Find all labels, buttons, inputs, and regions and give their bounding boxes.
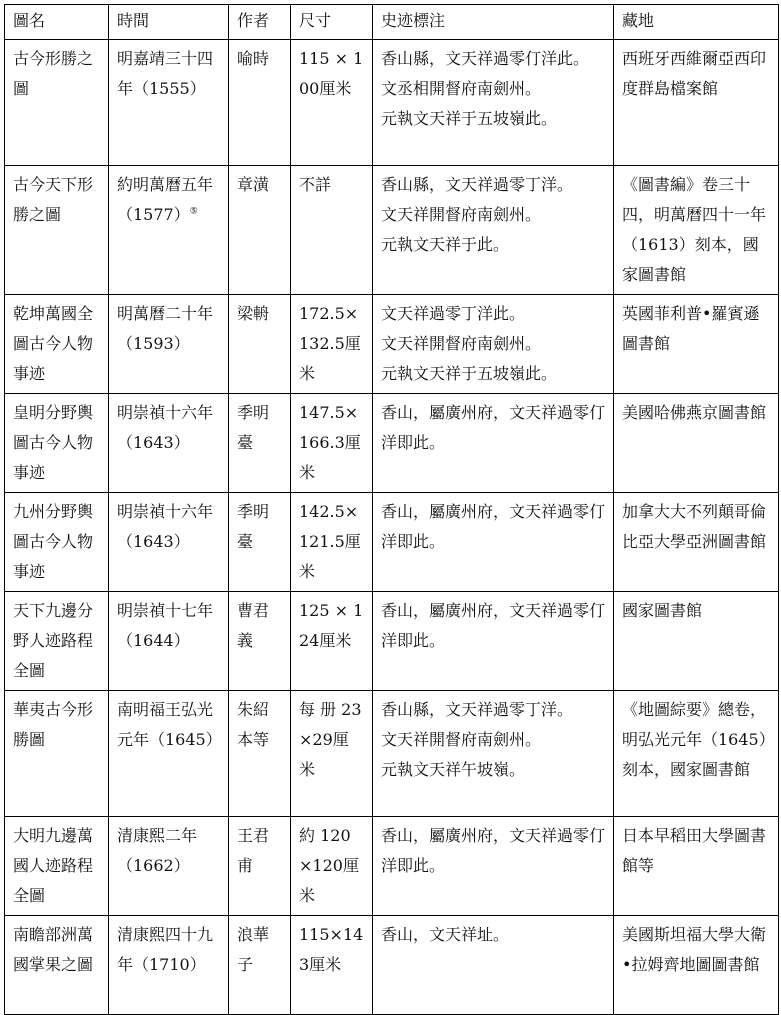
note-line: 香山，文天祥址。 — [381, 925, 510, 944]
note-line: 文天祥開督府南劍州。 — [381, 205, 542, 224]
table-row — [5, 40, 779, 166]
header-row — [5, 5, 779, 40]
time-cell — [109, 592, 229, 691]
time-cell — [109, 394, 229, 493]
map-name-cell: 華夷古今形勝圖 — [5, 691, 109, 817]
historical-notes-cell — [373, 40, 614, 166]
note-line: 元執文天祥于此。 — [381, 235, 510, 254]
header-time: 時間 — [109, 5, 229, 40]
size-cell: 142.5×121.5厘米 — [291, 493, 373, 592]
map-name-cell: 九州分野輿圖古今人物事迹 — [5, 493, 109, 592]
table-row — [5, 493, 779, 592]
size-cell: 172.5×132.5厘米 — [291, 295, 373, 394]
collection-cell: 美國哈佛燕京圖書館 — [614, 394, 779, 493]
size-cell: 147.5×166.3厘米 — [291, 394, 373, 493]
collection-cell: 《地圖綜要》總卷，明弘光元年（1645）刻本，國家圖書館 — [614, 691, 779, 817]
note-line: 香山縣，文天祥過零丁洋。 — [381, 175, 574, 194]
collection-cell: 美國斯坦福大學大衛•拉姆齊地圖圖書館 — [614, 916, 779, 1015]
historical-notes-cell — [373, 166, 614, 295]
author-cell: 王君甫 — [229, 817, 291, 916]
note-line: 香山，屬廣州府，文天祥過零仃洋即此。 — [381, 826, 606, 875]
collection-cell: 國家圖書館 — [614, 592, 779, 691]
time-cell — [109, 493, 229, 592]
size-cell: 每 册 23×29厘米 — [291, 691, 373, 817]
note-line: 香山，屬廣州府，文天祥過零仃洋即此。 — [381, 601, 606, 650]
time-text: 清康熙四十九年（1710） — [117, 925, 214, 974]
time-cell — [109, 295, 229, 394]
header-collection: 藏地 — [614, 5, 779, 40]
historical-notes-cell — [373, 295, 614, 394]
map-name-cell: 天下九邊分野人迹路程全圖 — [5, 592, 109, 691]
size-cell: 115 × 100厘米 — [291, 40, 373, 166]
historical-notes-cell — [373, 691, 614, 817]
collection-cell: 英國菲利普•羅賓遜圖書館 — [614, 295, 779, 394]
footnote-marker: ⑤ — [189, 206, 198, 217]
historical-maps-table — [4, 4, 779, 1015]
note-line: 香山縣，文天祥過零仃洋此。 — [381, 49, 590, 68]
note-line: 香山，屬廣州府，文天祥過零仃洋即此。 — [381, 502, 606, 551]
time-text: 明崇禎十七年（1644） — [117, 601, 214, 650]
collection-cell: 《圖書編》卷三十四，明萬曆四十一年（1613）刻本，國家圖書館 — [614, 166, 779, 295]
collection-cell: 日本早稻田大學圖書館等 — [614, 817, 779, 916]
map-name-cell: 古今天下形勝之圖 — [5, 166, 109, 295]
author-cell: 喻時 — [229, 40, 291, 166]
note-line: 元執文天祥午坡嶺。 — [381, 760, 526, 779]
note-line: 元執文天祥于五坡嶺此。 — [381, 364, 558, 383]
note-line: 香山，屬廣州府，文天祥過零仃洋即此。 — [381, 403, 606, 452]
time-cell — [109, 40, 229, 166]
time-cell — [109, 691, 229, 817]
table-row — [5, 592, 779, 691]
author-cell: 朱紹本等 — [229, 691, 291, 817]
author-cell: 梁輈 — [229, 295, 291, 394]
historical-notes-cell — [373, 817, 614, 916]
note-line: 文天祥開督府南劍州。 — [381, 334, 542, 353]
header-historical-notes: 史迹標注 — [373, 5, 614, 40]
note-line: 文天祥過零丁洋此。 — [381, 304, 526, 323]
table-row — [5, 691, 779, 817]
table-row — [5, 166, 779, 295]
author-cell: 季明臺 — [229, 493, 291, 592]
map-name-cell: 南瞻部洲萬國掌果之圖 — [5, 916, 109, 1015]
map-name-cell: 皇明分野輿圖古今人物事迹 — [5, 394, 109, 493]
size-cell: 115×143厘米 — [291, 916, 373, 1015]
note-line: 香山縣，文天祥過零丁洋。 — [381, 700, 574, 719]
size-cell: 125 × 124厘米 — [291, 592, 373, 691]
time-text: 明崇禎十六年（1643） — [117, 502, 214, 551]
header-author: 作者 — [229, 5, 291, 40]
time-text: 明崇禎十六年（1643） — [117, 403, 214, 452]
time-text: 清康熙二年（1662） — [117, 826, 198, 875]
size-cell: 不詳 — [291, 166, 373, 295]
table-row — [5, 295, 779, 394]
historical-notes-cell — [373, 592, 614, 691]
map-name-cell: 乾坤萬國全圖古今人物事迹 — [5, 295, 109, 394]
map-name-cell: 古今形勝之圖 — [5, 40, 109, 166]
map-name-cell: 大明九邊萬國人迹路程全圖 — [5, 817, 109, 916]
historical-notes-cell — [373, 394, 614, 493]
note-line: 文丞相開督府南劍州。 — [381, 79, 542, 98]
author-cell: 浪華子 — [229, 916, 291, 1015]
size-cell: 約 120 ×120厘米 — [291, 817, 373, 916]
header-size: 尺寸 — [291, 5, 373, 40]
author-cell: 季明臺 — [229, 394, 291, 493]
table-row — [5, 394, 779, 493]
header-map-name: 圖名 — [5, 5, 109, 40]
collection-cell: 西班牙西維爾亞西印度群島檔案館 — [614, 40, 779, 166]
time-text: 明嘉靖三十四年（1555） — [117, 49, 214, 98]
historical-notes-cell — [373, 493, 614, 592]
collection-cell: 加拿大大不列顛哥倫比亞大學亞洲圖書館 — [614, 493, 779, 592]
time-text: 明萬曆二十年（1593） — [117, 304, 214, 353]
table-row — [5, 817, 779, 916]
author-cell: 章潢 — [229, 166, 291, 295]
time-cell — [109, 166, 229, 295]
time-text: 約明萬曆五年（1577） — [117, 175, 214, 224]
time-text: 南明福王弘光元年（1645） — [117, 700, 222, 749]
note-line: 元執文天祥于五坡嶺此。 — [381, 109, 558, 128]
time-cell — [109, 817, 229, 916]
note-line: 文天祥開督府南劍州。 — [381, 730, 542, 749]
author-cell: 曹君義 — [229, 592, 291, 691]
